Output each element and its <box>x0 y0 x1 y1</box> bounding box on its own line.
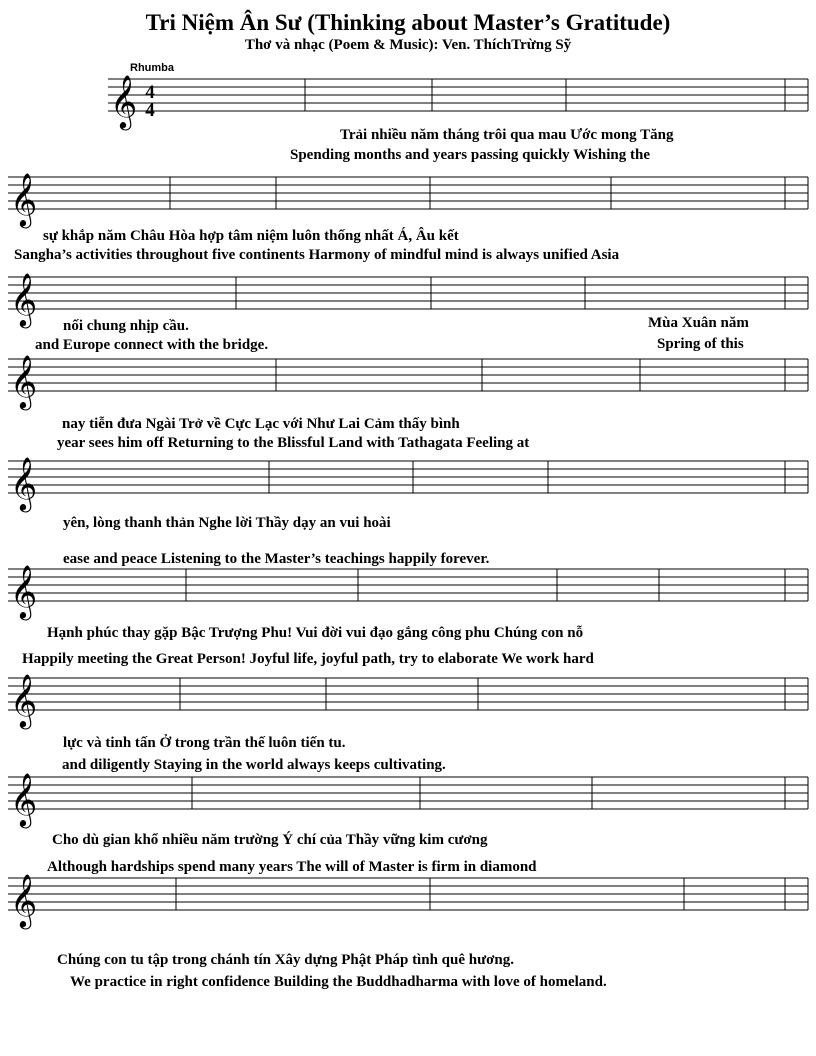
lyric-line-viet-1: Trải nhiều năm tháng trôi qua mau Ước mong Tăng <box>340 127 674 143</box>
lyric-line-viet-6: Hạnh phúc thay gặp Bậc Trượng Phu! Vui đời vui đạo gắng công phu Chúng con nỗ <box>47 625 584 641</box>
lyric-line-eng-2: Sangha’s activities throughout five continents Harmony of mindful mind is always unified Asia <box>14 247 620 263</box>
treble-clef-icon: 𝄞 <box>10 564 38 618</box>
lyric-line-eng-7: and diligently Staying in the world always keeps cultivating. <box>62 757 446 773</box>
lyric-line-eng-1: Spending months and years passing quickly Wishing the <box>290 147 650 163</box>
treble-clef-icon: 𝄞 <box>10 873 38 927</box>
lyric-line-viet-4: nay tiễn đưa Ngài Trở về Cực Lạc với Như Lai Cảm thấy bình <box>62 416 460 432</box>
lyric-line-eng-3: and Europe connect with the bridge. <box>35 337 269 353</box>
lyric-line-eng-4: year sees him off Returning to the Blissful Land with Tathagata Feeling at <box>57 435 530 451</box>
treble-clef-icon: 𝄞 <box>10 354 38 408</box>
song-title: Tri Niệm Ân Sư (Thinking about Master’s Gratitude) <box>145 10 671 35</box>
lyric-line-eng-6: Happily meeting the Great Person! Joyful life, joyful path, try to elaborate We work hard <box>22 651 594 667</box>
song-subtitle: Thơ và nhạc (Poem & Music): Ven. ThíchTrừng Sỹ <box>244 37 572 53</box>
time-signature-numerator: 4 <box>145 82 155 103</box>
treble-clef-icon: 𝄞 <box>110 74 138 128</box>
lyric-line-viet-3b: Mùa Xuân năm <box>648 315 749 331</box>
lyric-line-viet-8: Cho dù gian khổ nhiều năm trường Ý chí của Thầy vững kim cương <box>52 832 488 848</box>
treble-clef-icon: 𝄞 <box>10 772 38 826</box>
tempo-marking: Rhumba <box>130 62 174 74</box>
lyric-line-viet-2: sự khắp năm Châu Hòa hợp tâm niệm luôn thống nhất Á, Âu kết <box>43 228 459 244</box>
lyric-line-eng-8: Although hardships spend many years The will of Master is firm in diamond <box>47 859 537 875</box>
treble-clef-icon: 𝄞 <box>10 272 38 326</box>
lyric-line-viet-3: nối chung nhịp cầu. <box>63 318 189 334</box>
lyric-line-eng-5: ease and peace Listening to the Master’s teachings happily forever. <box>63 551 490 567</box>
time-signature-denominator: 4 <box>145 100 155 121</box>
lyric-line-viet-7: lực và tinh tấn Ở trong trần thế luôn tiến tu. <box>63 735 346 751</box>
lyric-line-eng-3b: Spring of this <box>657 336 744 352</box>
lyric-line-viet-5: yên, lòng thanh thản Nghe lời Thầy dạy an vui hoài <box>63 515 391 531</box>
lyric-line-viet-9: Chúng con tu tập trong chánh tín Xây dựng Phật Pháp tình quê hương. <box>57 952 514 968</box>
treble-clef-icon: 𝄞 <box>10 673 38 727</box>
lyric-line-eng-9: We practice in right confidence Building the Buddhadharma with love of homeland. <box>70 974 607 990</box>
treble-clef-icon: 𝄞 <box>10 172 38 226</box>
treble-clef-icon: 𝄞 <box>10 456 38 510</box>
